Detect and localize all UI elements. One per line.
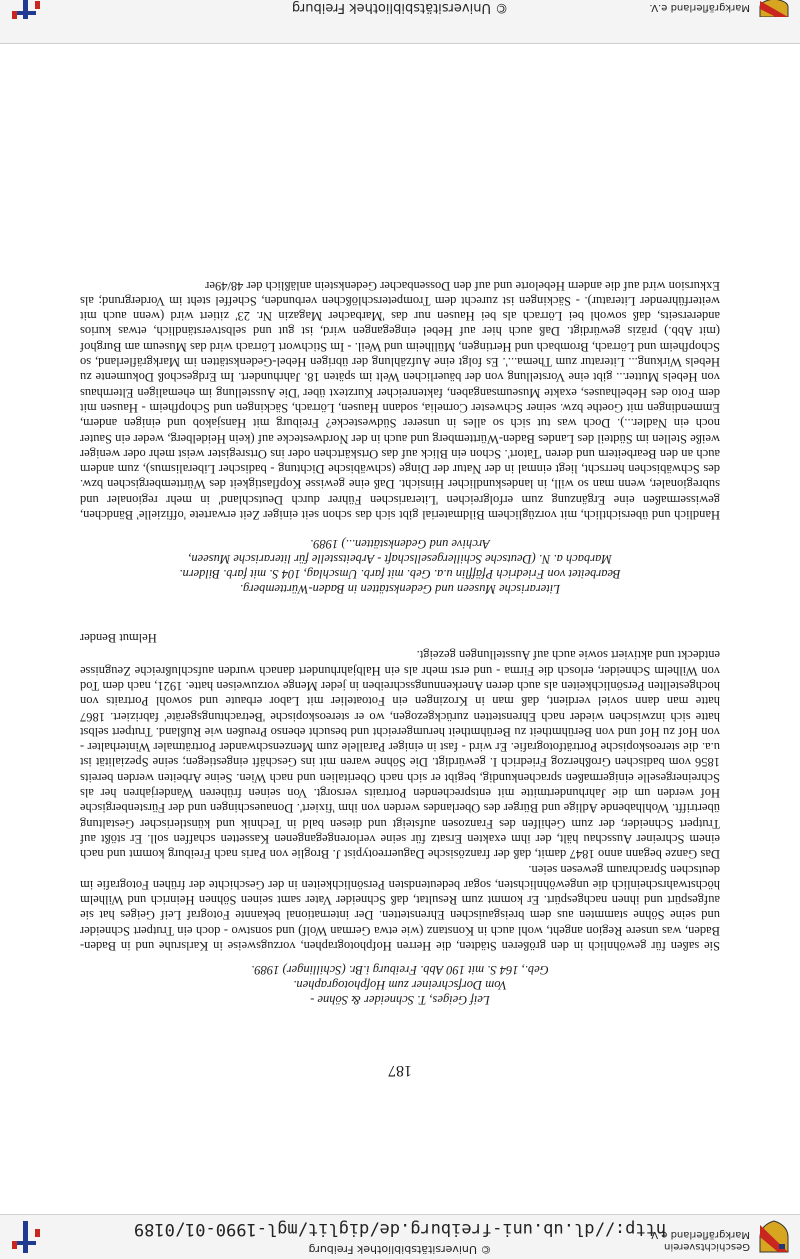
- paragraph: Handlich und übersichtlich, mit vorzüglichem Bildmaterial gibt sich das schon seit einiger Zeit erwartete 'offizielle' Bändchen, gewissermaßen eine Ergänzung zum erfolgreichen 'Literarischen Führer durch Deutschland' in mehr regionaler und subregionaler, wenn man so will, in landeskundlicher Hinsicht. Daß eine gewisse Kopflastigkeit des Württembergischen bzw. des Schwäbischen herrscht, liegt einmal in der Natur der Dinge (schwäbische Dichtung - badischer Liberalismus), zum andern auch an den Bearbeitern und deren 'Tatort'. Schon ein Blick auf das Ortskärtchen oder ins Ortsregister weist mehr oder weniger weiße Stellen im Südteil des Landes Baden-Württemberg und auch in der Nordwestecke auf (kein Heidelberg, weder ein Sauter noch ein Nadler...). Doch was tut sich so alles in unserer Südwestecke? Freiburg mit Hansjakob und einigen andern, Emmendingen mit Goethe bzw. seiner Schwester Cornelia, sodann Hausen, Lörrach, Säckingen und Schopfheim - Hausen mit dem Foto des Hebelhauses, exakte Museumsangaben, faktenreicher Kurztext über 'Die Ausstellung im ehemaligen Elternhaus von Hebels Mutter... gibt eine Vorstellung von der bäuerlichen Welt im späten 18. Jahrhundert. Im Erdgeschoß Dokumente zu Hebels Wirkung... Literatur zum Thema...'. Es folgt eine Aufzählung der übrigen Hebel-Gedenkstätten im Markgräflerland, so Schopfheim und Lörrach, Brombach und Hertingen, Müllheim und Weil. - Im Stichwort Lörrach wird das Museum am Burghof (mit Abb.) präzis gewürdigt. Daß auch hier auf Hebel eingegangen wird, ist gut und selbstverständlich, etwas kurios andererseits, daß sowohl bei Lörrach als bei Hausen nur das 'Marbacher Magazin Nr. 23' zitiert wird (wenn auch mit weiterführender Literatur). - Säckingen ist zurecht dem Trompeterschlößchen verbunden, Scheffel steht im Vordergrund; als Exkursion wird auf die andern Hebelorte und auf den Dossenbacher Gedenkstein anläßlich der 48/49er: [80, 278, 720, 523]
- reference-line: Leif Geiges, T. Schneider & Söhne -: [310, 993, 490, 1007]
- paragraph: Das Ganze begann anno 1847 damit, daß der französische Daguerreotypist J. Broglie von Paris nach Freiburg kommt und nach einem Schreiner Ausschau hält, der ihm exakten Ersatz für seine verlorengegangenen Kassetten schaffen soll. Er stößt auf Trutpert Schneider, der zum Gehilfen des Franzosen aufsteigt und diesen bald in Technik und künstlerischer Gestaltung übertrifft. Wohlhabende Adlige und Bürger des Oberlandes werden von ihm 'fixiert'. Donaueschingen und der Fürstenbergische Hof werden um die Jahrhundertmitte mit entsprechenden Portraits versorgt. Von seinen früheren Wanderjahren her als Schreinergeselle einigermaßen sprachenkundig, begibt er sich nach Oberitalien und nach Wien. Seine Arbeiten werden bereits 1856 vom badischen Großherzog Friedrich I. gewürdigt. Die Söhne waren mit ins Geschäft eingestiegen; seine Spezialität ist u.a. die stereoskopische Porträtfotografie. Er wird - fast in einiger Parallele zum Menzenschwander Porträtmaler Winterhalter - von Hof zu Hof und von Berühmtheit zu Berühmtheit herumgereicht und besucht ebenso Preußen wie Rußland. Trutpert selbst hatte sich inzwischen wieder nach Ehrenstetten zurückgezogen, wo er stereoskopische 'Betrachtungsgeräte' fabriziert. 1867 hatte man dann soviel verdient, daß man in Krozingen ein Fotoatelier mit Labor erbaute und sowohl Portraits von hochgestellten Persönlichkeiten als auch deren Anerkennungsschreiben in jeder Menge vorzuweisen hatte. 1921, nach dem Tod von Wilhelm Schneider, erlosch die Firma - und erst mehr als ein Halbjahrhundert danach wurden aufschlußreiche Zeugnisse entdeckt und aktiviert sowie auch auf Ausstellungen gezeigt.: [80, 648, 720, 862]
- reference-line: Literarische Museen und Gedenkstätten in Baden-Württemberg.: [239, 582, 561, 597]
- reference-line: Vom Dorfschreiner zum Hofphotographen.: [293, 978, 507, 992]
- university-logo-icon: [8, 1219, 44, 1255]
- scanned-page: [0, 44, 800, 1215]
- review-text: [80, 277, 720, 522]
- reference-line: Archive und Gedenkstätten...) 1989.: [310, 537, 490, 552]
- society-line-2: Markgräflerland e.V.: [649, 1229, 750, 1240]
- library-copyright: © Universitätsbibliothek Freiburg: [308, 1243, 492, 1256]
- viewer-header: [0, 1214, 800, 1259]
- footer-library-copyright: © Universitätsbibliothek Freiburg: [291, 0, 509, 15]
- page-number: 187: [388, 1062, 412, 1079]
- society-line-1: Geschichtsverein: [664, 1241, 750, 1252]
- paragraph: Sie saßen für gewöhnlich in den größeren Städten, die Herren Hofphotographen, vorzugsweise in Karlsruhe und in Baden-Baden, was unsere Region angeht, wohl auch in Konstanz (wie etwa German Wolf) und sonstwo - doch ein Trutpert Schneider und seine Söhne stammten aus dem breisgauischen Ehrenstetten. Der international bekannte Fotograf Leif Geiges hat sie aufgespürt und ihnen nachgespürt. Er kommt zum Resultat, daß Schneider Vater samt seinen Söhnen Heinrich und Wilhelm höchstwahrscheinlich die ungewöhnlichsten, sogar bedeutendsten Persönlichkeiten in der Geschichte der frühen Fotografie im deutschen Sprachraum gewesen seien.: [80, 862, 720, 953]
- reference-line: Marbach a. N. (Deutsche Schillergesellschaft - Arbeitsstelle für literarische Museen,: [188, 552, 612, 567]
- reference-line: Bearbeitet von Friedrich Pfäfflin u.a. Geb. mit farb. Umschlag, 104 S. mit farb. Bildern.: [179, 567, 621, 582]
- reference-line: Geb., 164 S. mit 190 Abb. Freiburg i.Br. (Schillinger) 1989.: [251, 963, 549, 977]
- review-text: [80, 647, 720, 953]
- reviewer-signature: [80, 630, 720, 645]
- review-reference: [80, 536, 720, 596]
- permalink-url[interactable]: http://dl.ub.uni-freiburg.de/diglit/mgl-1990-01/0189: [133, 1219, 667, 1239]
- viewer-footer: [0, 0, 800, 44]
- footer-society: Markgräflerland e.V.: [649, 2, 750, 13]
- review-reference: [80, 962, 720, 1007]
- reviewer-name: Helmut Bender: [80, 631, 157, 646]
- university-logo-icon: [8, 0, 44, 19]
- review-geiges: [80, 277, 720, 1007]
